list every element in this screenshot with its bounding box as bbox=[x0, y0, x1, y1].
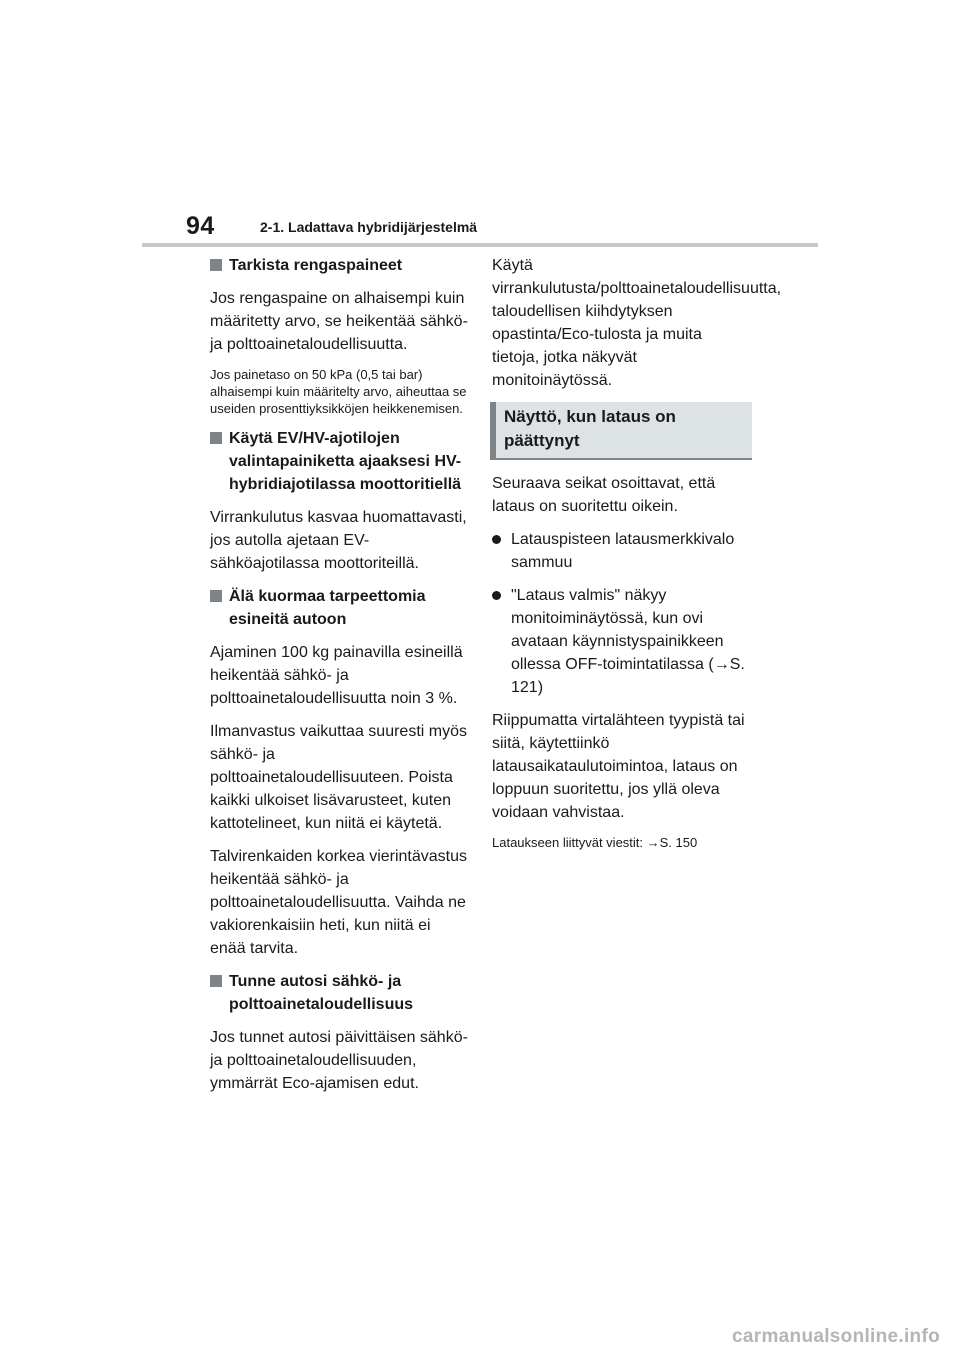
subheading-ev-hv-mode: Käytä EV/HV-ajotilojen valintapainiketta ajaaksesi HV-hybridiajotilassa moottoritiellä bbox=[210, 427, 468, 496]
paragraph: Talvirenkaiden korkea vierintävastus heikentää sähkö- ja polttoainetaloudellisuutta. Vaihda ne vakiorenkaisiin heti, kun niitä ei enää tarvita. bbox=[210, 848, 468, 957]
paragraph: Käytä virrankulutusta/polttoainetaloudellisuutta, taloudellisen kiihdytyksen opastinta/Eco-tulosta ja muita tietoja, jotka näkyvät monitoinäytössä. bbox=[492, 257, 782, 389]
note-text: Jos painetaso on 50 kPa (0,5 tai bar) alhaisempi kuin määritelty arvo, aiheuttaa se useiden prosenttiyksikköjen heikkenemisen. bbox=[210, 367, 467, 416]
paragraph: Jos tunnet autosi päivittäisen sähkö- ja polttoainetaloudellisuuden, ymmärrät Eco-ajamisen edut. bbox=[210, 1029, 468, 1092]
square-bullet-icon bbox=[210, 590, 222, 602]
subheading-tire-pressure: Tarkista rengaspaineet bbox=[210, 254, 468, 277]
paragraph: Seuraava seikat osoittavat, että lataus on suoritettu oikein. bbox=[492, 475, 716, 515]
paragraph: Riippumatta virtalähteen tyypistä tai siitä, käytettiinkö latausaikataulutoimintoa, lataus on loppuun suoritettu, jos yllä oleva voidaan vahvistaa. bbox=[492, 712, 745, 821]
note-text: Lataukseen liittyvät viestit: →S. 150 bbox=[492, 835, 698, 850]
watermark: carmanualsonline.info bbox=[732, 1326, 940, 1347]
section-title: Näyttö, kun lataus on päättynyt bbox=[504, 407, 676, 450]
square-bullet-icon bbox=[210, 432, 222, 444]
subheading-know-economy: Tunne autosi sähkö- ja polttoainetaloudellisuus bbox=[210, 970, 468, 1016]
list-item: Latauspisteen latausmerkkivalo sammuu bbox=[492, 528, 752, 574]
section-header-title: 2-1. Ladattava hybridijärjestelmä bbox=[260, 219, 478, 235]
list-item: "Lataus valmis" näkyy monitoiminäytössä, kun ovi avataan käynnistyspainikkeen ollessa OFF-toimintatilassa (→S. 121) bbox=[492, 584, 752, 699]
bullet-dot-icon bbox=[492, 591, 501, 600]
paragraph: Ajaminen 100 kg painavilla esineillä heikentää sähkö- ja polttoainetaloudellisuutta noin 3 %. bbox=[210, 644, 463, 707]
subheading-unnecessary-load: Älä kuormaa tarpeettomia esineitä autoon bbox=[210, 585, 468, 631]
page-number: 94 bbox=[186, 212, 215, 240]
paragraph: Virrankulutus kasvaa huomattavasti, jos autolla ajetaan EV-sähköajotilassa moottoriteillä. bbox=[210, 509, 467, 572]
paragraph: Jos rengaspaine on alhaisempi kuin määritetty arvo, se heikentää sähkö- ja polttoainetaloudellisuutta. bbox=[210, 290, 468, 353]
section-title-box bbox=[490, 402, 752, 460]
right-column bbox=[492, 254, 782, 861]
square-bullet-icon bbox=[210, 975, 222, 987]
left-column bbox=[210, 254, 468, 1105]
square-bullet-icon bbox=[210, 259, 222, 271]
bullet-dot-icon bbox=[492, 535, 501, 544]
header-divider bbox=[142, 243, 818, 247]
paragraph: Ilmanvastus vaikuttaa suuresti myös sähkö- ja polttoainetaloudellisuuteen. Poista kaikki ulkoiset lisävarusteet, kuten kattotelineet, kun niitä ei käytetä. bbox=[210, 723, 467, 832]
